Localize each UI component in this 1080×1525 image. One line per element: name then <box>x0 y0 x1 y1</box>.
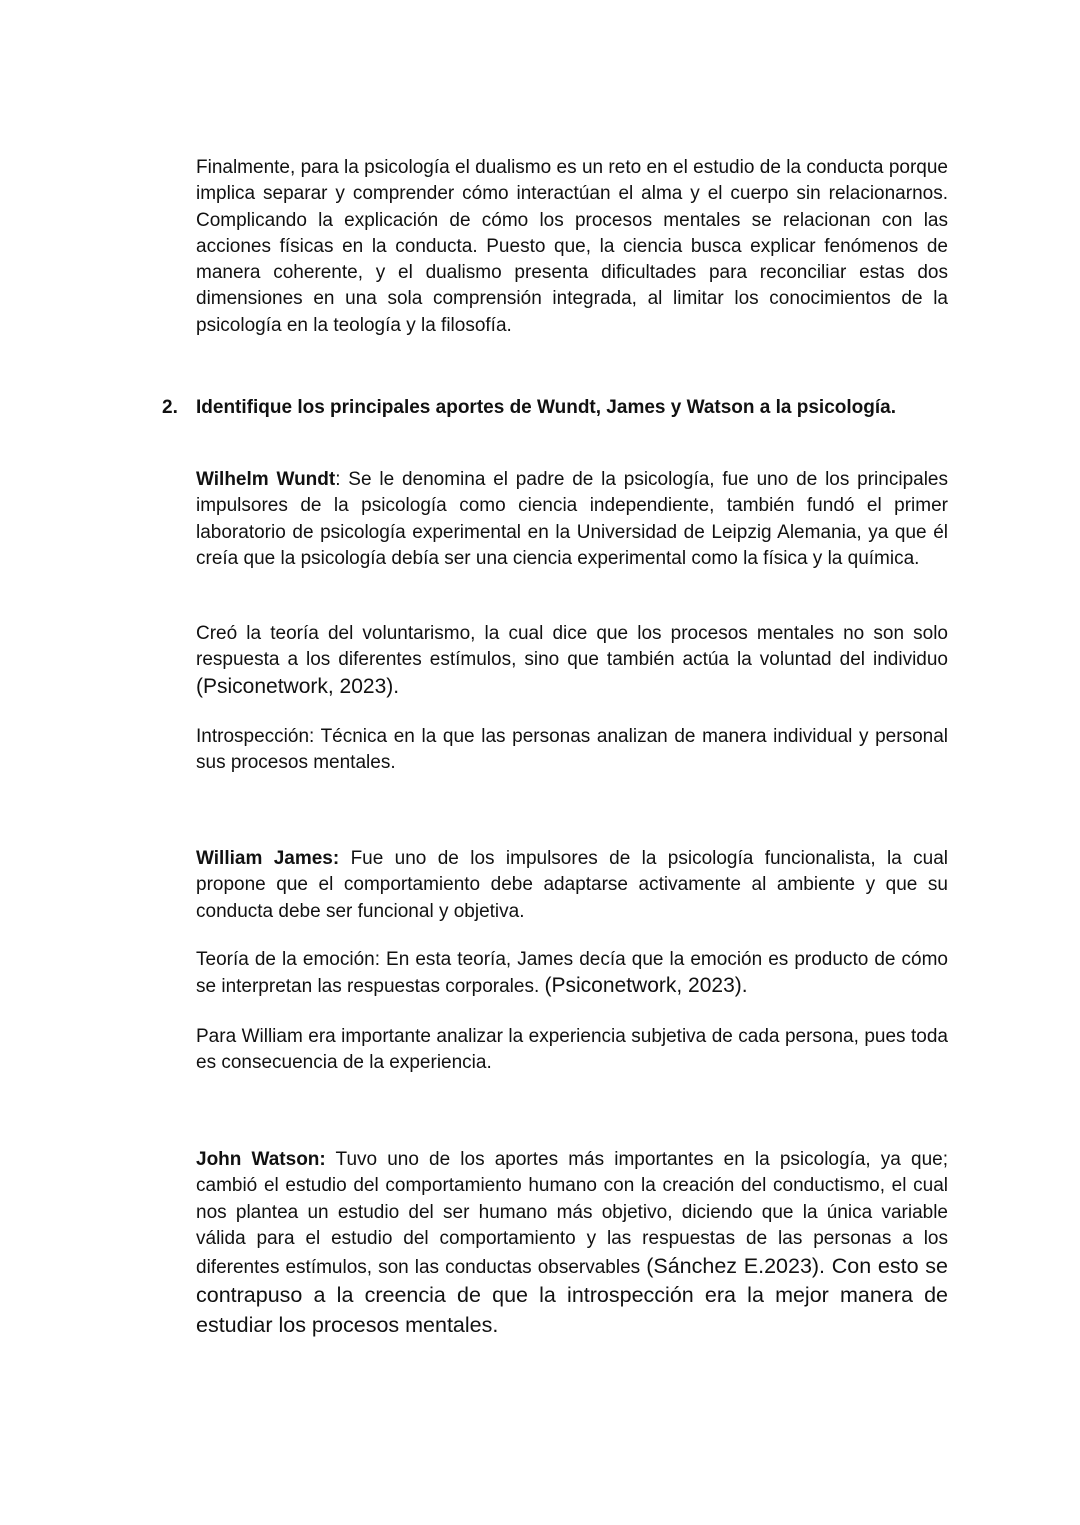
wundt-paragraph-3 <box>196 724 948 777</box>
james-text-2: Teoría de la emoción: En esta teoría, James decía que la emoción es producto de cómo se interpretan las respuestas corporales. <box>196 949 948 998</box>
watson-paragraph-1 <box>196 1147 948 1340</box>
wundt-citation: (Psiconetwork, 2023). <box>196 674 400 698</box>
wundt-text-2: Creó la teoría del voluntarismo, la cual dice que los procesos mentales no son solo respuesta a los diferentes estímulos, sino que también actúa la voluntad del individuo <box>196 623 948 671</box>
james-paragraph-3 <box>196 1024 948 1077</box>
wundt-text-1: : Se le denomina el padre de la psicología, fue uno de los principales impulsores de la psicología como ciencia independiente, también fundó el primer laboratorio de psicología experimental en la Universidad de Leipzig Alemania, ya que él creía que la psicología debía ser una ciencia experimental como la física y la química. <box>196 469 948 569</box>
wundt-paragraph-1 <box>196 467 948 572</box>
watson-text-1: Tuvo uno de los aportes más importantes en la psicología, ya que; cambió el estudio del comportamiento humano con la creación del conductismo, el cual nos plantea un estudio del ser humano más objetivo, diciendo que la única variable válida para el estudio del comportamiento y las respuestas de las personas a los diferentes estímulos, son las conductas observables <box>196 1149 948 1279</box>
question-text: Identifique los principales aportes de Wundt, James y Watson a la psicología. <box>196 397 896 418</box>
question-number: 2. <box>162 397 178 418</box>
intro-text: Finalmente, para la psicología el dualismo es un reto en el estudio de la conducta porque implica separar y comprender cómo interactúan el alma y el cuerpo sin relacionarnos. Complicando la explicación de cómo los procesos mentales se relacionan con las acciones físicas en la conducta. Puesto que, la ciencia busca explicar fenómenos de manera coherente, y el dualismo presenta dificultades para reconciliar estas dos dimensiones en una sola comprensión integrada, al limitar los conocimientos de la psicología en la teología y la filosofía. <box>196 157 948 336</box>
james-citation: (Psiconetwork, 2023). <box>544 974 748 998</box>
wundt-text-3: Introspección: Técnica en la que las personas analizan de manera individual y personal sus procesos mentales. <box>196 726 948 774</box>
james-name: William James: <box>196 848 340 869</box>
wundt-name: Wilhelm Wundt <box>196 469 336 490</box>
wundt-paragraph-2 <box>196 621 948 701</box>
james-paragraph-2 <box>196 947 948 1001</box>
james-paragraph-1 <box>196 846 948 925</box>
watson-citation: (Sánchez E.2023). Con esto se contrapuso a la creencia de que la introspección era la mejor manera de estudiar los procesos mentales. <box>196 1254 948 1337</box>
james-text-3: Para William era importante analizar la experiencia subjetiva de cada persona, pues toda es consecuencia de la experiencia. <box>196 1026 948 1074</box>
james-text-1: Fue uno de los impulsores de la psicología funcionalista, la cual propone que el comportamiento debe adaptarse activamente al ambiente y que su conducta debe ser funcional y objetiva. <box>196 848 948 922</box>
question-heading <box>162 395 962 421</box>
intro-paragraph <box>196 155 948 339</box>
watson-name: John Watson: <box>196 1149 326 1170</box>
